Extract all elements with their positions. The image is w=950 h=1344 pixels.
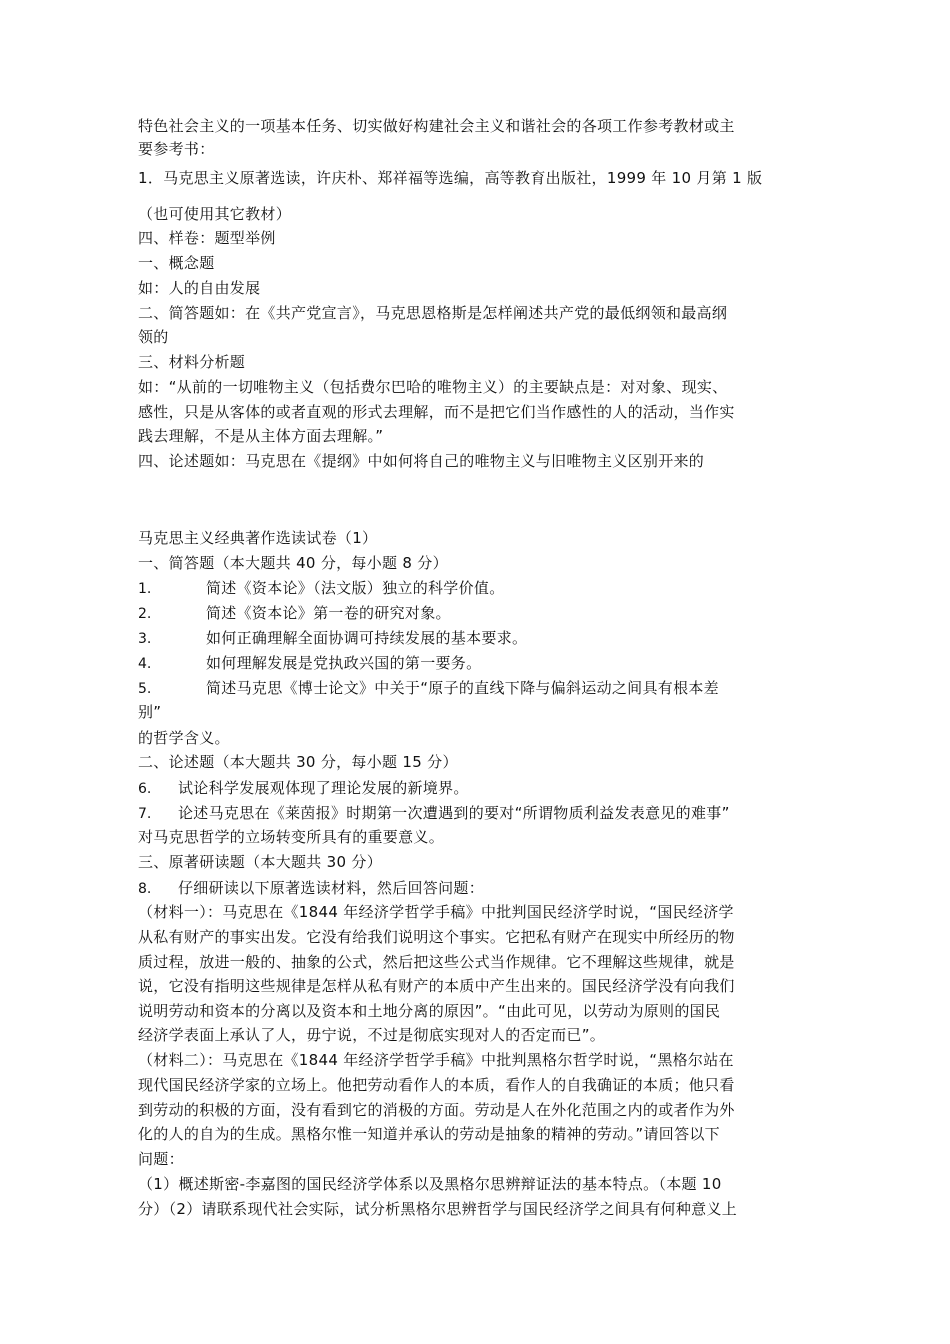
section-heading: 四、样卷：题型举例 (138, 229, 276, 247)
question-text: 如何正确理解全面协调可持续发展的基本要求。 (206, 629, 528, 647)
section-heading: 一、概念题 (138, 254, 215, 272)
question-number: 5. (138, 681, 152, 697)
question-number: 2. (138, 606, 152, 622)
material-line: 质过程，放进一般的、抽象的公式，然后把这些公式当作规律。它不理解这些规律，就是 (138, 953, 735, 971)
text-line: 要参考书： (138, 140, 215, 158)
material-line: 到劳动的积极的方面，没有看到它的消极的方面。劳动是人在外化范围之内的或者作为外 (138, 1101, 735, 1119)
text-line: 感性，只是从客体的或者直观的形式去理解，而不是把它们当作感性的人的活动，当作实 (138, 403, 735, 421)
material-line: （材料二）：马克思在《1844 年经济学哲学手稿》中批判黑格尔哲学时说，“黑格尔站在 (138, 1051, 734, 1069)
text-line: 领的 (138, 328, 169, 346)
question-line: （1）概述斯密-李嘉图的国民经济学体系以及黑格尔思辨辩证法的基本特点。（本题 10 (138, 1175, 722, 1193)
question-text: 的哲学含义。 (138, 729, 230, 747)
question-number: 6. (138, 781, 152, 797)
section-heading: 三、材料分析题 (138, 353, 246, 371)
text-line: 践去理解，不是从主体方面去理解。” (138, 427, 384, 445)
material-line: 说，它没有指明这些规律是怎样从私有财产的本质中产生出来的。国民经济学没有向我们 (138, 977, 735, 995)
question-text: 仔细研读以下原著选读材料，然后回答问题： (178, 879, 485, 897)
material-line: 经济学表面上承认了人，毋宁说，不过是彻底实现对人的否定而已”。 (138, 1026, 606, 1044)
question-text: 对马克思哲学的立场转变所具有的重要意义。 (138, 828, 445, 846)
text-line: 如：人的自由发展 (138, 279, 261, 297)
material-line: 现代国民经济学家的立场上。他把劳动看作人的本质，看作人的自我确证的本质；他只看 (138, 1076, 735, 1094)
question-text: 论述马克思在《莱茵报》时期第一次遭遇到的要对“所谓物质利益发表意见的难事” (178, 804, 730, 822)
material-line: 说明劳动和资本的分离以及资本和土地分离的原因”。“由此可见，以劳动为原则的国民 (138, 1002, 721, 1020)
material-line: 问题： (138, 1150, 184, 1168)
text-line: 1．马克思主义原著选读，许庆朴、郑祥福等选编，高等教育出版社，1999 年 10 月第 1 版 (138, 169, 763, 187)
question-text: 如何理解发展是党执政兴国的第一要务。 (206, 654, 482, 672)
question-number: 3. (138, 631, 152, 647)
question-number: 8. (138, 881, 152, 897)
material-line: 化的人的自为的生成。黑格尔惟一知道并承认的劳动是抽象的精神的劳动。”请回答以下 (138, 1125, 720, 1143)
question-text: 试论科学发展观体现了理论发展的新境界。 (178, 779, 469, 797)
question-text: 简述马克思《博士论文》中关于“原子的直线下降与偏斜运动之间具有根本差 (206, 679, 719, 697)
question-text: 别” (138, 703, 162, 721)
question-number: 1. (138, 581, 152, 597)
part3-heading: 三、原著研读题（本大题共 30 分） (138, 853, 383, 871)
question-line: 分）（2）请联系现代社会实际，试分析黑格尔思辨哲学与国民经济学之间具有何种意义上 (138, 1200, 738, 1218)
text-line: 二、简答题如：在《共产党宣言》，马克思恩格斯是怎样阐述共产党的最低纲领和最高纲 (138, 304, 728, 322)
text-line: 特色社会主义的一项基本任务、切实做好构建社会主义和谐社会的各项工作参考教材或主 (138, 117, 735, 135)
material-line: 从私有财产的事实出发。它没有给我们说明这个事实。它把私有财产在现实中所经历的物 (138, 928, 735, 946)
text-line: 四、论述题如：马克思在《提纲》中如何将自己的唯物主义与旧唯物主义区别开来的 (138, 452, 705, 470)
question-number: 4. (138, 656, 152, 672)
text-line: 如：“从前的一切唯物主义（包括费尔巴哈的唯物主义）的主要缺点是：对对象、现实、 (138, 378, 728, 396)
exam-title: 马克思主义经典著作选读试卷（1） (138, 529, 378, 547)
text-line: （也可使用其它教材） (138, 205, 292, 223)
question-number: 7. (138, 806, 152, 822)
part1-heading: 一、简答题（本大题共 40 分，每小题 8 分） (138, 554, 448, 572)
material-line: （材料一）：马克思在《1844 年经济学哲学手稿》中批判国民经济学时说，“国民经济学 (138, 903, 734, 921)
question-text: 简述《资本论》（法文版）独立的科学价值。 (206, 579, 505, 597)
part2-heading: 二、论述题（本大题共 30 分，每小题 15 分） (138, 753, 458, 771)
question-text: 简述《资本论》第一卷的研究对象。 (206, 604, 451, 622)
